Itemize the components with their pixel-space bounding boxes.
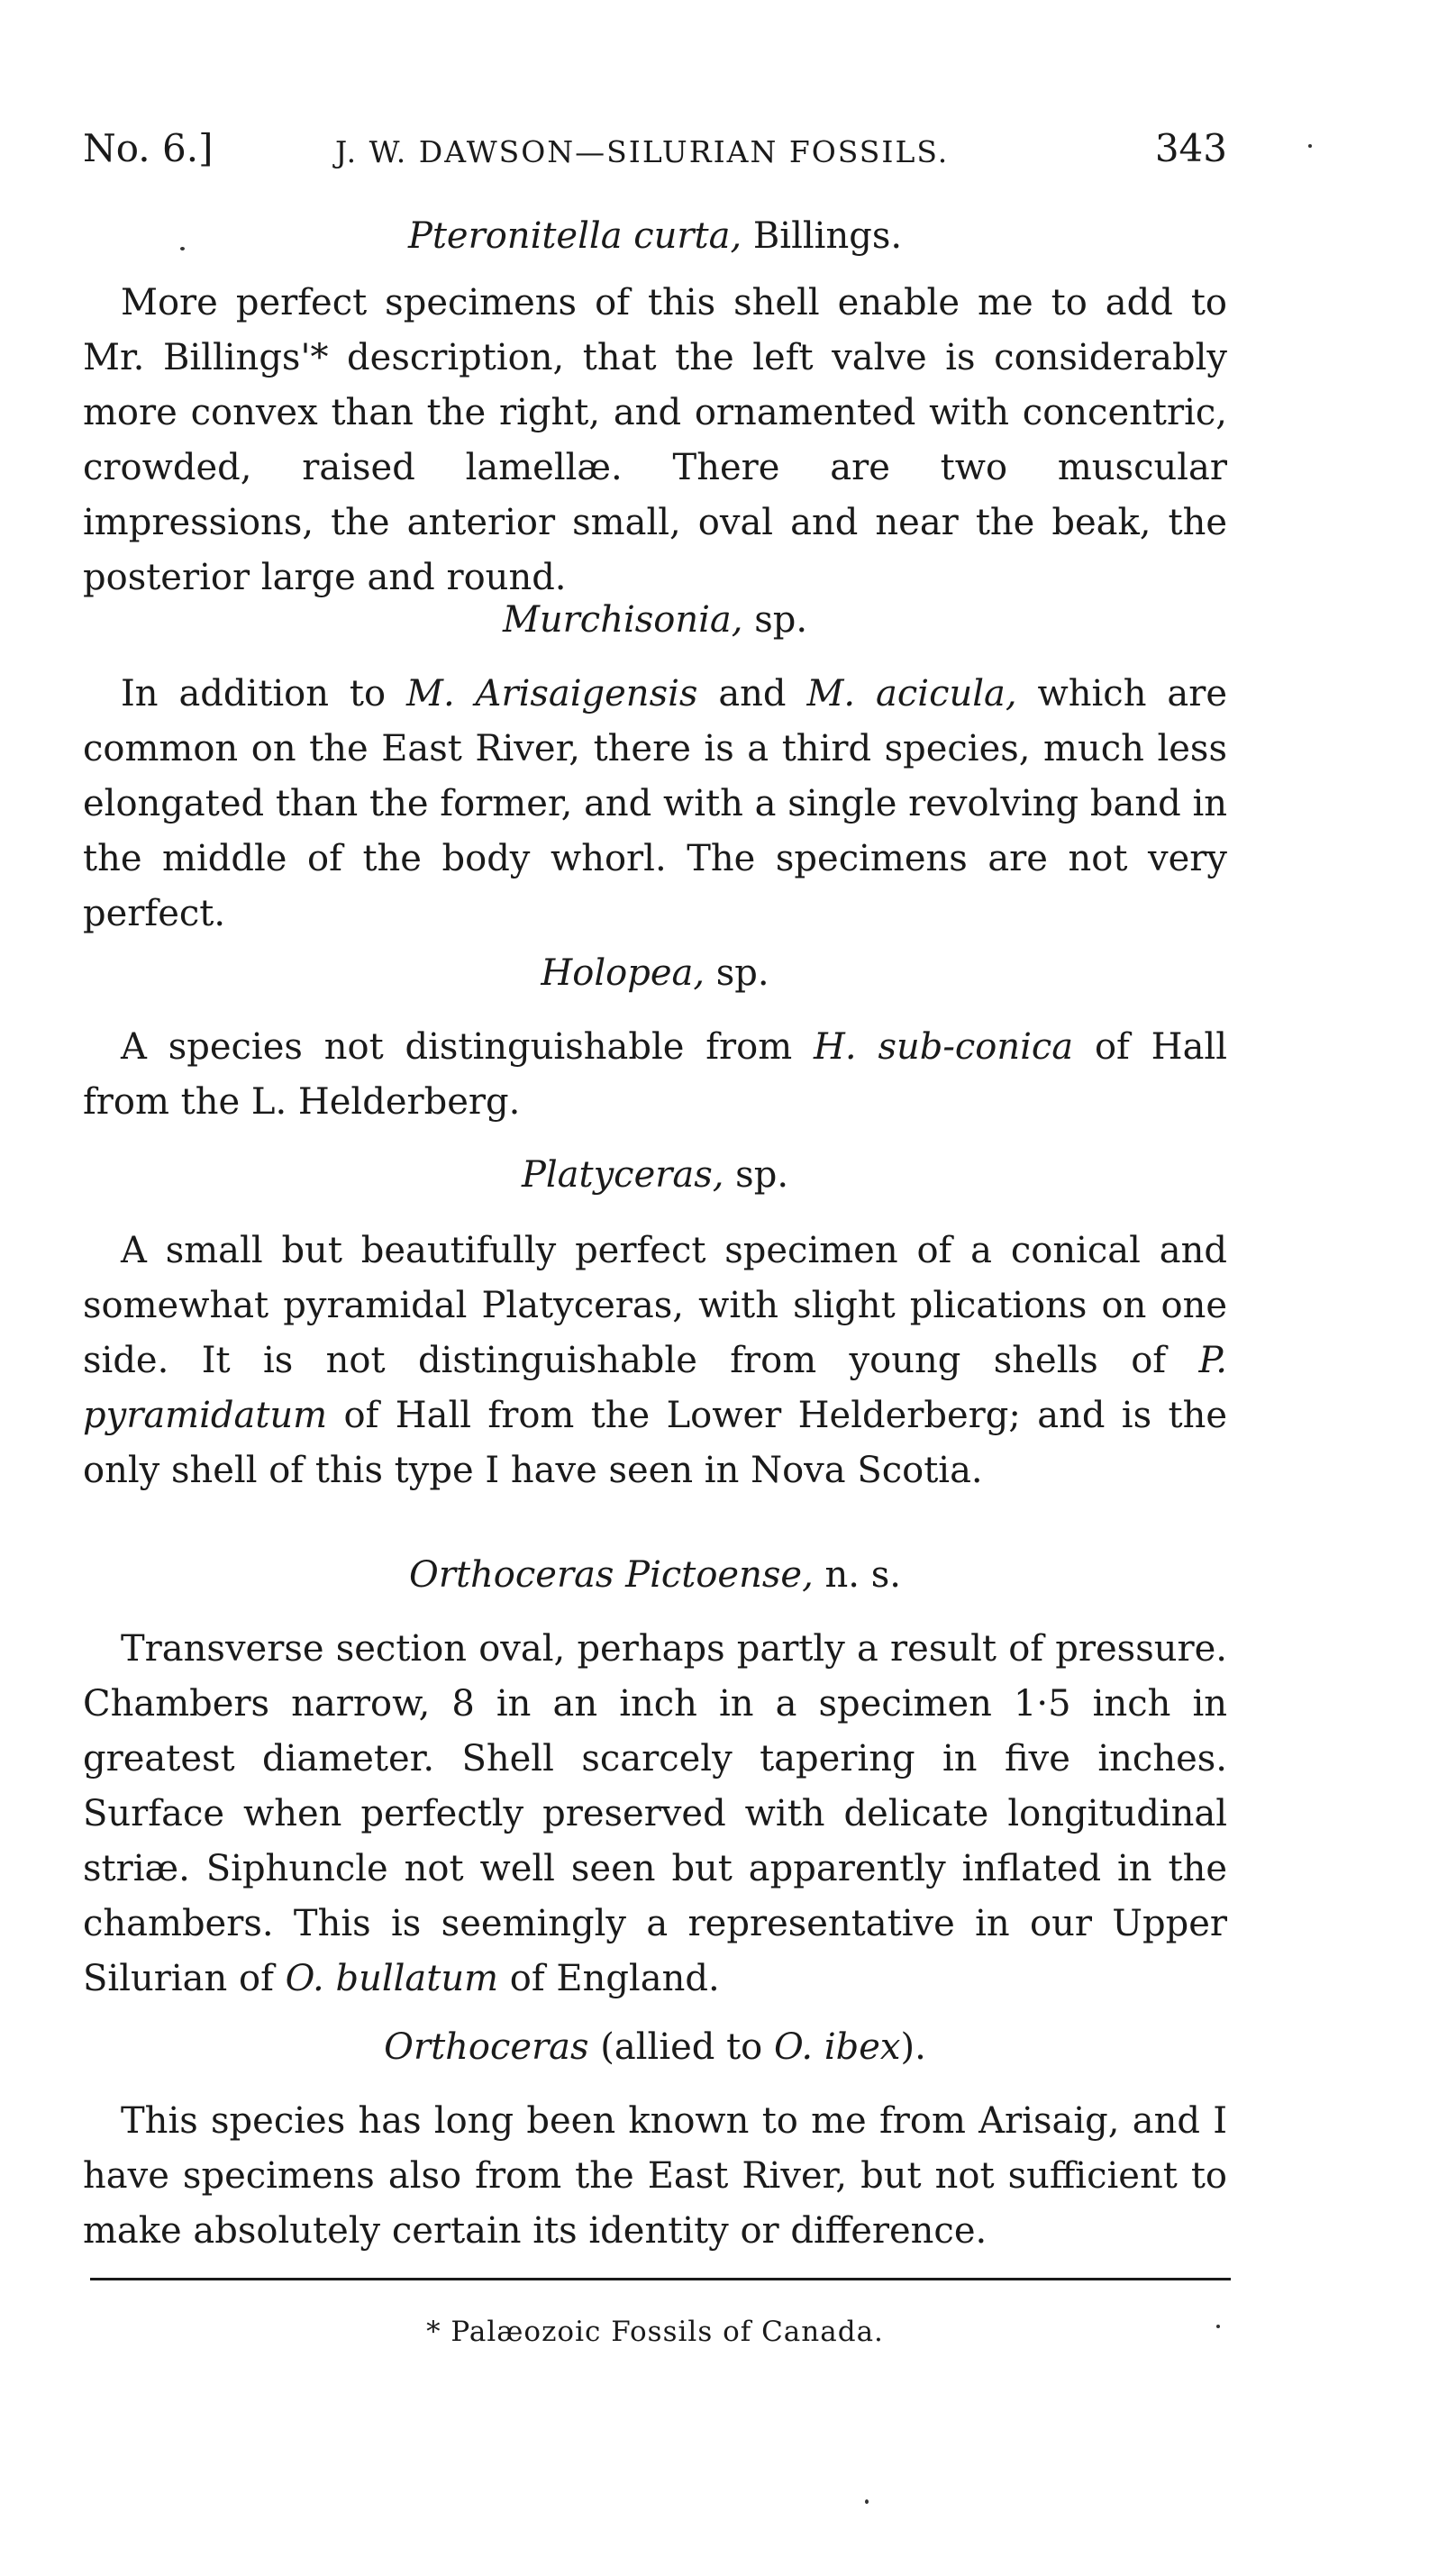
text-run: of Hall from the Lower Helderberg; and is the only shell of this type I have seen in Nova Scotia. — [83, 1395, 1227, 1491]
heading-taxon: Holopea, — [541, 952, 705, 994]
text-run: of Hall from the L. Helderberg. — [83, 1026, 1227, 1123]
italic-run: M. acicula, — [806, 673, 1017, 715]
italic-run: P. pyramidatum — [83, 1340, 1227, 1436]
scan-speck — [1308, 144, 1312, 148]
section-heading — [83, 595, 1227, 645]
heading-note: (allied to — [588, 2026, 774, 2068]
section-heading — [83, 2022, 1227, 2072]
section-heading — [83, 211, 1227, 261]
section-heading — [83, 1150, 1227, 1200]
heading-taxon: Platyceras, — [521, 1154, 724, 1196]
issue-number: No. 6.] — [83, 126, 214, 170]
heading-taxon: Orthoceras — [384, 2026, 589, 2068]
heading-author: sp. — [742, 599, 808, 641]
footnote: * Palæozoic Fossils of Canada. — [426, 2316, 884, 2348]
paragraph-text — [83, 2094, 1227, 2259]
section-paragraph — [83, 667, 1227, 942]
paragraph-text — [83, 1020, 1227, 1130]
heading-taxon: Orthoceras Pictoense, — [409, 1554, 814, 1596]
heading-close: ). — [900, 2026, 926, 2068]
text-run: A small but beautifully perfect specimen of a conical and somewhat pyramidal Platyceras, with slight plications on one side. It is not distinguishable from young shells of — [83, 1230, 1227, 1381]
heading-author: n. s. — [813, 1554, 901, 1596]
text-run: of England. — [498, 1958, 720, 1999]
text-run: and — [697, 673, 807, 715]
italic-run: M. Arisaigensis — [405, 673, 698, 715]
text-run: More perfect specimens of this shell enable me to add to Mr. Billings'* description, that the left valve is considerably more convex than the right, and ornamented with concentric, crowded, raised lamellæ. There are two muscular impressions, the anterior small, oval and near the beak, the posterior large and round. — [83, 282, 1227, 598]
page-number: 343 — [1154, 126, 1227, 170]
scan-speck — [180, 247, 185, 250]
text-run: Transverse section oval, perhaps partly a result of pressure. Chambers narrow, 8 in an inch in a specimen 1·5 inch in greatest diameter. Shell scarcely tapering in five inches. Surface when perfectly preserved with delicate longitudinal striæ. Siphuncle not well seen but apparently inflated in the chambers. This is seemingly a representative in our Upper Silurian of — [83, 1628, 1227, 1999]
heading-author: sp. — [705, 952, 769, 994]
section-heading — [83, 1550, 1227, 1600]
text-run: This species has long been known to me from Arisaig, and I have specimens also from the East River, but not sufficient to make absolutely certain its identity or difference. — [83, 2100, 1227, 2252]
section-paragraph — [83, 1020, 1227, 1130]
section-paragraph — [83, 1224, 1227, 1498]
scan-speck — [1216, 2325, 1220, 2328]
running-header — [83, 124, 1227, 173]
heading-taxon: Pteronitella curta, — [407, 215, 742, 257]
italic-run: H. sub-conica — [814, 1026, 1074, 1068]
paragraph-text — [83, 276, 1227, 605]
running-title: J. W. DAWSON—SILURIAN FOSSILS. — [335, 134, 950, 169]
heading-author: Billings. — [742, 215, 903, 257]
section-heading — [83, 948, 1227, 998]
heading-author: sp. — [724, 1154, 789, 1196]
italic-run: O. bullatum — [285, 1958, 499, 1999]
text-run: which are common on the East River, there is a third species, much less elongated than the former, and with a single revolving band in the middle of the body whorl. The specimens are not very perfect. — [83, 673, 1227, 934]
section-paragraph — [83, 276, 1227, 605]
section-paragraph — [83, 1622, 1227, 2007]
text-run: A species not distinguishable from — [121, 1026, 815, 1068]
heading-taxon: Murchisonia, — [502, 599, 743, 641]
heading-related-taxon: O. ibex — [773, 2026, 901, 2068]
paragraph-text — [83, 667, 1227, 942]
text-run: In addition to — [121, 673, 406, 715]
paragraph-text — [83, 1622, 1227, 2007]
footnote-rule — [90, 2278, 1231, 2280]
scan-speck — [865, 2499, 869, 2504]
paragraph-text — [83, 1224, 1227, 1498]
section-paragraph — [83, 2094, 1227, 2259]
